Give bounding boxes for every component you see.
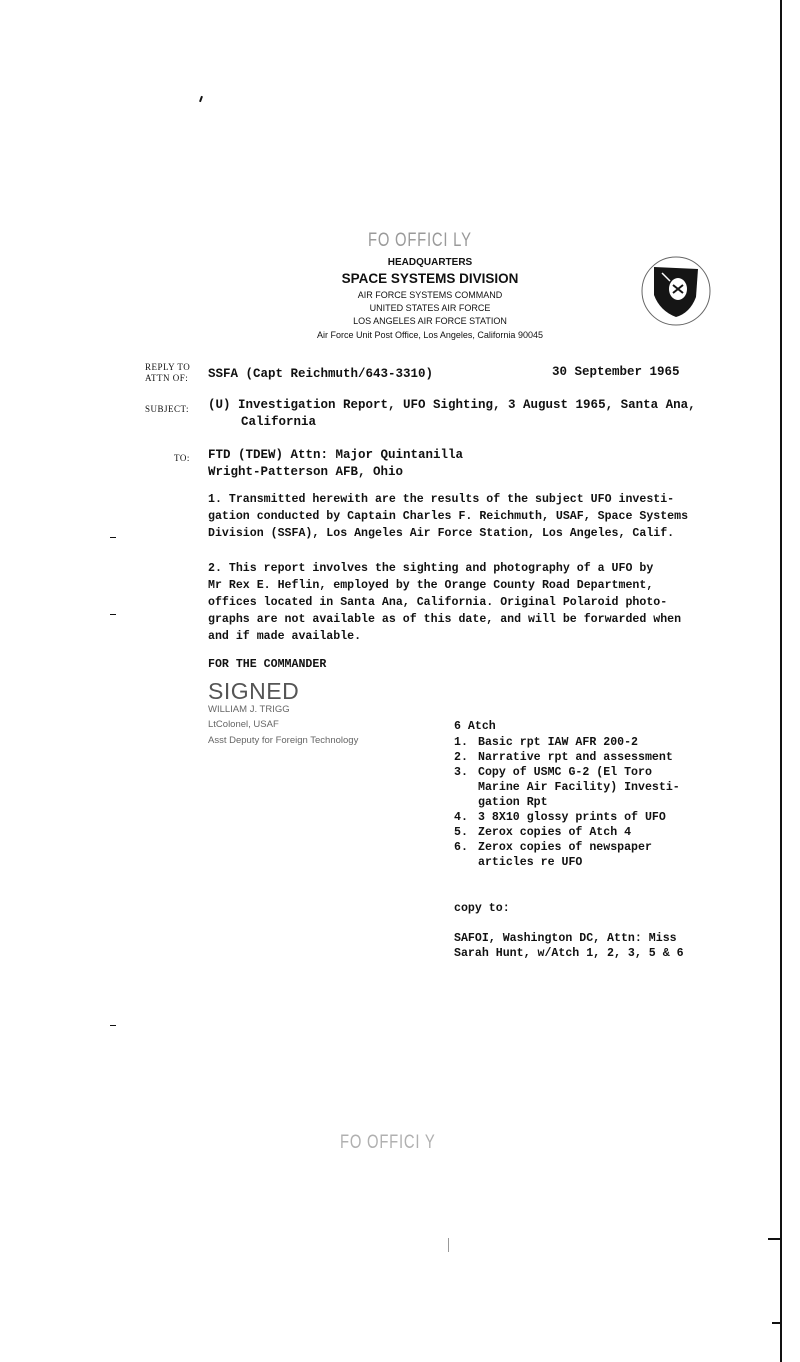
reply-to-value: SSFA (Capt Reichmuth/643-3310) [208,367,434,381]
attachment-text: Marine Air Facility) Investi- [478,781,680,794]
paragraph-2-line: 2. This report involves the sighting and photography of a UFO by [208,562,654,575]
paragraph-2-line: offices located in Santa Ana, California. Original Polaroid photo- [208,596,668,609]
attachment-text: Zerox copies of newspaper [478,841,652,854]
copy-to-line-2: Sarah Hunt, w/Atch 1, 2, 3, 5 & 6 [454,947,684,960]
attachment-item [454,810,680,825]
reply-to-label: REPLY TO [145,362,191,372]
letterhead-address: Air Force Unit Post Office, Los Angeles, California 90045 [317,330,543,340]
attachment-text: Zerox copies of Atch 4 [478,826,632,839]
addressee-line-1: FTD (TDEW) Attn: Major Quintanilla [208,448,464,462]
attachment-text: gation Rpt [478,796,548,809]
scan-edge-tick [772,1322,782,1324]
letterhead-headquarters: HEADQUARTERS [387,257,473,268]
copy-to-label: copy to: [454,902,510,915]
paragraph-2-line: graphs are not available as of this date, and will be forwarded when [208,613,682,626]
attachment-item-continued [454,855,680,870]
attachment-number: 6. [454,841,468,854]
to-label: TO: [174,453,190,463]
attachment-item [454,840,680,855]
scan-edge-tick [768,1238,782,1240]
margin-dash [110,1025,116,1026]
for-the-commander: FOR THE COMMANDER [208,658,327,671]
attachment-item [454,735,680,750]
attachments-list [454,735,680,870]
copy-to-line-1: SAFOI, Washington DC, Attn: Miss [454,932,677,945]
division-seal-emblem [640,255,712,327]
paragraph-2-line: Mr Rex E. Heflin, employed by the Orange County Road Department, [208,579,654,592]
letterhead-service: UNITED STATES AIR FORCE [369,303,491,313]
letterhead-station: LOS ANGELES AIR FORCE STATION [353,316,507,326]
classification-stamp-bottom: FO OFFICI Y [340,1132,436,1153]
paragraph-1 [208,491,688,542]
paragraph-2 [208,560,681,645]
letterhead-command: AIR FORCE SYSTEMS COMMAND [357,290,503,300]
letter-date: 30 September 1965 [552,365,680,379]
paragraph-1-line: 1. Transmitted herewith are the results of the subject UFO investi- [208,493,675,506]
attachment-text: Basic rpt IAW AFR 200-2 [478,736,639,749]
addressee-line-2: Wright-Patterson AFB, Ohio [208,465,404,479]
attn-of-label: ATTN OF: [145,373,189,383]
letterhead-division: SPACE SYSTEMS DIVISION [341,271,519,286]
subject-label: SUBJECT: [145,404,190,414]
attachment-number: 2. [454,751,468,764]
attachment-item [454,750,680,765]
classification-stamp-top: FO OFFICI LY [368,230,472,251]
paragraph-1-line: Division (SSFA), Los Angeles Air Force Station, Los Angeles, Calif. [208,527,675,540]
attachment-item-continued [454,795,680,810]
margin-dash [110,537,116,538]
signer-title: Asst Deputy for Foreign Technology [208,735,359,746]
attachment-number: 3. [454,766,468,779]
attachment-number: 4. [454,811,468,824]
scan-edge-line [780,0,782,1362]
attachment-text: 3 8X10 glossy prints of UFO [478,811,666,824]
scan-speck [199,96,203,102]
attachment-item [454,825,680,840]
signer-name: WILLIAM J. TRIGG [208,704,290,715]
attachment-number: 5. [454,826,468,839]
attachment-item [454,765,680,780]
attachment-text: articles re UFO [478,856,583,869]
subject-line-1: (U) Investigation Report, UFO Sighting, 3 August 1965, Santa Ana, [208,398,696,412]
attachment-text: Narrative rpt and assessment [478,751,673,764]
attachment-number: 1. [454,736,468,749]
attachments-heading: 6 Atch [454,720,496,733]
attachment-item-continued [454,780,680,795]
subject-line-2: California [241,415,317,429]
attachment-text: Copy of USMC G-2 (El Toro [478,766,652,779]
signer-rank: LtColonel, USAF [208,719,279,730]
margin-dash [110,614,116,615]
paragraph-1-line: gation conducted by Captain Charles F. Reichmuth, USAF, Space Systems [208,510,689,523]
scan-speck [448,1238,449,1252]
signed-stamp: SIGNED [208,678,300,704]
paragraph-2-line: and if made available. [208,630,362,643]
